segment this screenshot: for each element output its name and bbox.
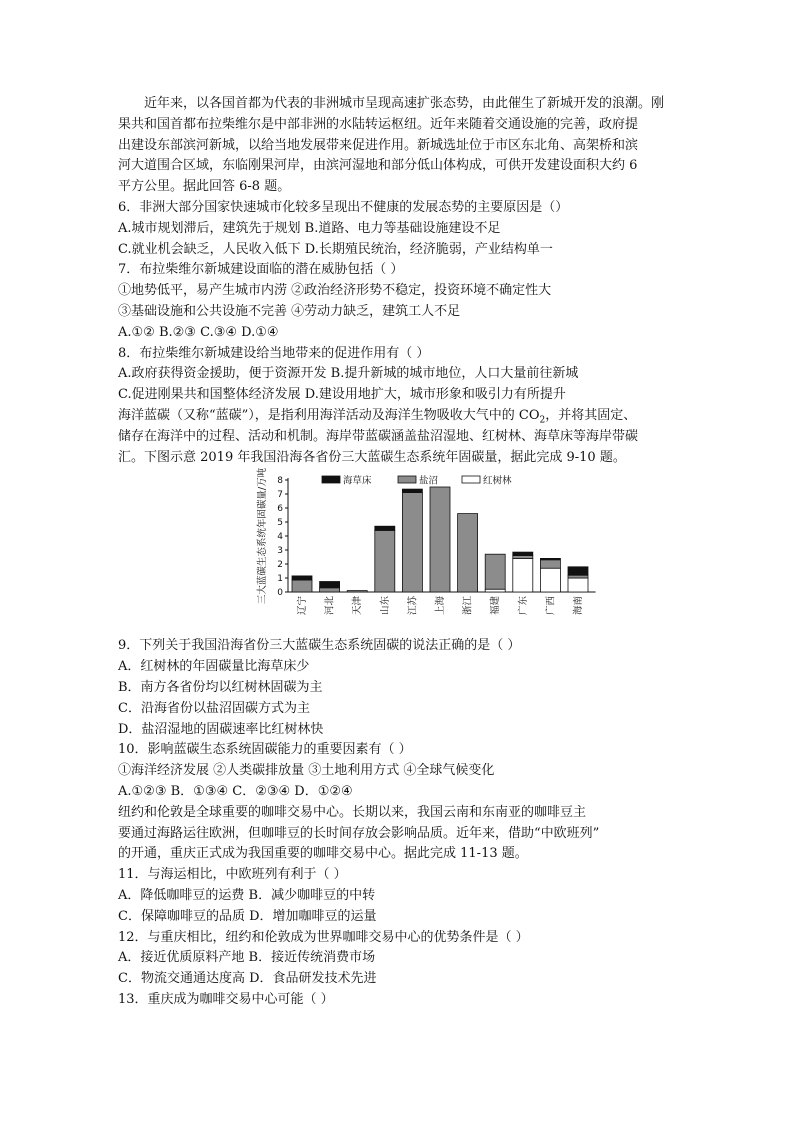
question-options: A.①②③ B．①③④ C．②③④ D．①②④ [118, 783, 353, 799]
question-options: A．降低咖啡豆的运费 B．减少咖啡豆的中转 [118, 887, 376, 903]
question-options: C.就业机会缺乏，人民收入低下 D.长期殖民统治，经济脆弱，产业结构单一 [118, 241, 553, 257]
y-tick-label: 7 [277, 490, 283, 501]
question-options: A.①② B.②③ C.③④ D.①④ [118, 324, 279, 340]
question-11 [118, 865, 683, 927]
question-options: C．物流交通通达度高 D．食品研发技术先进 [118, 971, 377, 987]
question-10 [118, 740, 683, 802]
bar-segment-盐沼 [292, 580, 312, 592]
passage-text: 海洋蓝碳（又称“蓝碳”），是指利用海洋活动及海洋生物吸收大气中的 CO [118, 407, 540, 423]
y-tick-label: 6 [277, 504, 283, 515]
x-tick-label: 辽宁 [297, 596, 308, 616]
passage-line: 果共和国首都布拉柴维尔是中部非洲的水陆转运枢纽。近年来随着交通设施的完善，政府提 [118, 116, 639, 132]
bar-segment-红树林 [568, 578, 588, 592]
question-options: C.促进刚果共和国整体经济发展 D.建设用地扩大，城市形象和吸引力有所提升 [118, 387, 566, 403]
question-options: A.政府获得资金援助，便于资源开发 B.提升新城的城市地位，人口大量前往新城 [118, 366, 579, 382]
y-tick-label: 1 [277, 574, 283, 585]
question-stem: 8．布拉柴维尔新城建设给当地带来的促进作用有（ ） [118, 345, 430, 361]
x-tick-label: 广东 [517, 596, 529, 616]
passage-congo-new-city [118, 94, 683, 198]
x-tick-label: 广西 [545, 596, 557, 616]
passage-line: 纽约和伦敦是全球重要的咖啡交易中心。长期以来，我国云南和东南亚的咖啡豆主 [118, 804, 587, 820]
option-b: B．南方各省份均以红树林固碳为主 [118, 679, 323, 695]
question-items: ③基础设施和公共设施不完善 ④劳动力缺乏，建筑工人不足 [118, 303, 461, 319]
passage-text: ，并将其固定、 [545, 407, 637, 423]
passage-line: 汇。下图示意 2019 年我国沿海各省份三大蓝碳生态系统年固碳量，据此完成 9-10 题。 [118, 449, 626, 465]
bar-segment-盐沼 [458, 514, 478, 592]
question-stem: 7．布拉柴维尔新城建设面临的潜在威胁包括（ ） [118, 262, 404, 278]
passage-line: 近年来，以各国首都为代表的非洲城市呈现高速扩张态势，由此催生了新城开发的浪潮。刚 [144, 96, 665, 111]
y-tick-label: 3 [277, 546, 283, 557]
question-6 [118, 198, 683, 260]
bar-segment-红树林 [513, 559, 533, 593]
x-tick-label: 河北 [324, 596, 336, 616]
question-stem: 13．重庆成为咖啡交易中心可能（ ） [118, 991, 334, 1007]
y-tick-label: 5 [277, 518, 283, 529]
legend-swatch [322, 476, 340, 483]
passage-line: 要通过海路运往欧洲，但咖啡豆的长时间存放会影响品质。近年来，借助“中欧班列” [118, 825, 600, 841]
x-tick-label: 福建 [490, 596, 502, 616]
y-tick-label: 8 [277, 476, 283, 487]
x-tick-label: 上海 [435, 596, 446, 616]
question-items: ①地势低平，易产生城市内涝 ②政治经济形势不稳定，投资环境不确定性大 [118, 283, 552, 299]
x-tick-label: 海南 [573, 596, 584, 616]
bar-segment-盐沼 [430, 487, 450, 592]
question-stem: 12．与重庆相比，纽约和伦敦成为世界咖啡交易中心的优势条件是（ ） [118, 929, 529, 945]
bar-segment-海草床 [513, 552, 533, 556]
bar-segment-盐沼 [540, 560, 560, 568]
legend-label: 红树林 [483, 475, 512, 487]
bar-segment-盐沼 [402, 493, 422, 592]
y-tick-label: 2 [277, 560, 283, 571]
question-13 [118, 990, 683, 1011]
question-8 [118, 344, 683, 406]
exam-page [118, 94, 683, 1011]
option-d: D．盐沼湿地的固碳速率比红树林快 [118, 721, 324, 737]
passage-blue-carbon [118, 406, 683, 468]
x-tick-label: 山东 [379, 596, 391, 616]
question-stem: 6．非洲大部分国家快速城市化较多呈现出不健康的发展态势的主要原因是（） [118, 199, 569, 215]
y-axis-label: 三大蓝碳生态系统年固碳量/万吨 [257, 468, 268, 605]
question-9 [118, 636, 683, 740]
chart-container [118, 468, 683, 630]
bar-segment-海草床 [402, 489, 422, 493]
bar-segment-红树林 [540, 569, 560, 593]
passage-line: 储存在海洋中的过程、活动和机制。海岸带蓝碳涵盖盐沼湿地、红树林、海草床等海岸带碳 [118, 428, 639, 444]
bar-segment-海草床 [568, 567, 588, 575]
subscript: 2 [539, 415, 546, 426]
passage-coffee [118, 803, 683, 865]
bar-segment-海草床 [540, 559, 560, 560]
bar-segment-盐沼 [375, 531, 395, 593]
legend-label: 海草床 [343, 475, 372, 487]
option-c: C．沿海省份以盐沼固碳方式为主 [118, 700, 310, 716]
y-tick-label: 4 [277, 532, 283, 543]
x-tick-label: 江苏 [407, 596, 419, 616]
x-tick-label: 天津 [352, 596, 364, 616]
blue-carbon-stacked-bar-chart [252, 468, 584, 630]
bar-segment-海草床 [320, 582, 340, 588]
bar-segment-盐沼 [485, 555, 505, 590]
bar-segment-海草床 [375, 527, 395, 531]
bar-segment-盐沼 [568, 576, 588, 579]
legend-swatch [462, 476, 480, 483]
question-7 [118, 260, 683, 343]
x-tick-label: 浙江 [462, 596, 474, 616]
passage-line: 河大道围合区域，东临刚果河岸，由滨河湿地和部分低山体构成，可供开发建设面积大约 6 [118, 158, 638, 174]
question-stem: 10．影响蓝碳生态系统固碳能力的重要因素有（ ） [118, 742, 412, 758]
question-options: C．保障咖啡豆的品质 D．增加咖啡豆的运量 [118, 908, 377, 924]
question-options: A.城市规划滞后，建筑先于规划 B.道路、电力等基础设施建设不足 [118, 220, 501, 236]
bar-segment-盐沼 [513, 556, 533, 559]
passage-line: 平方公里。据此回答 6-8 题。 [118, 179, 291, 195]
option-a: A．红树林的年固碳量比海草床少 [118, 659, 310, 675]
question-stem: 11．与海运相比，中欧班列有利于（ ） [118, 867, 347, 883]
bar-segment-盐沼 [320, 588, 340, 592]
bar-segment-海草床 [292, 576, 312, 580]
question-stem: 9．下列关于我国沿海省份三大蓝碳生态系统固碳的说法正确的是（ ） [118, 638, 521, 654]
bar-segment-红树林 [485, 590, 505, 593]
y-tick-label: 0 [277, 588, 283, 599]
passage-line: 的开通，重庆正式成为我国重要的咖啡交易中心。据此完成 11-13 题。 [118, 846, 528, 862]
legend-label: 盐沼 [419, 475, 439, 487]
question-items: ①海洋经济发展 ②人类碳排放量 ③土地利用方式 ④全球气候变化 [118, 763, 495, 779]
question-12 [118, 928, 683, 990]
passage-line: 出建设东部滨河新城，以给当地发展带来促进作用。新城选址位于市区东北角、高架桥和滨 [118, 137, 639, 153]
passage-line [118, 406, 683, 427]
legend-swatch [398, 476, 416, 483]
question-options: A．接近优质原料产地 B．接近传统消费市场 [118, 950, 376, 966]
bar-segment-盐沼 [347, 591, 367, 592]
